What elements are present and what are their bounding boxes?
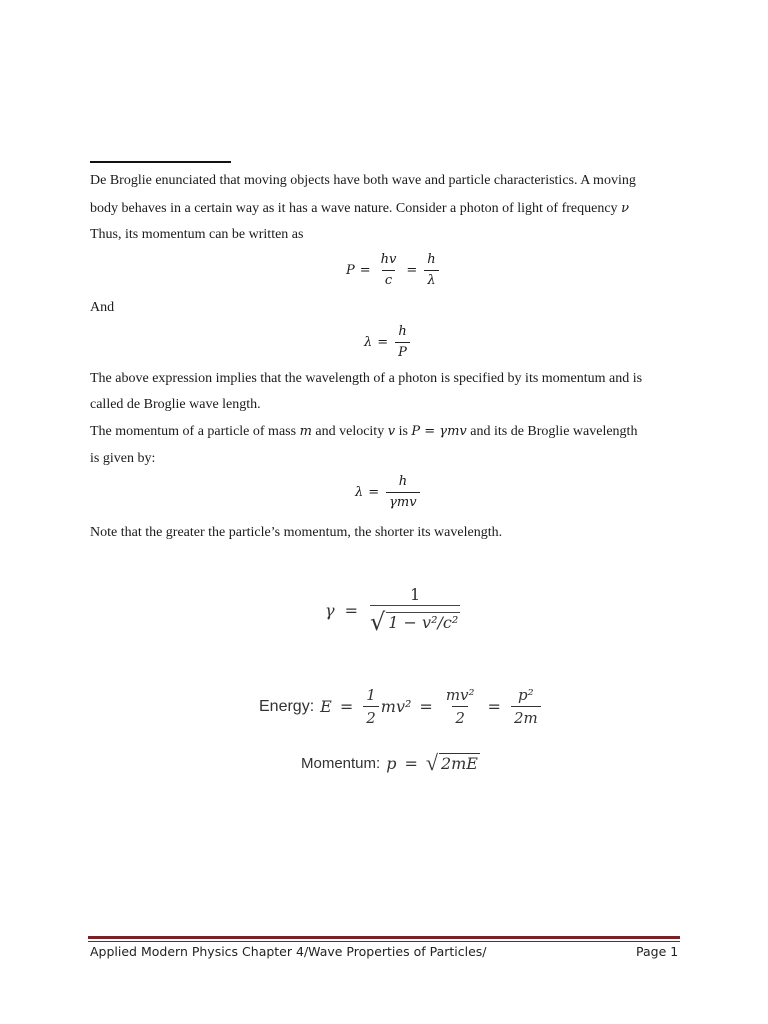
page-number: Page 1 bbox=[636, 944, 679, 959]
footer-divider bbox=[88, 936, 680, 939]
paragraph-1-line-2: body behaves in a certain way as it has a wave nature. Consider a photon of light of frequency ν bbox=[90, 201, 629, 216]
fraction-hv-over-c: $\frac{hv}{c}$ bbox=[380, 252, 397, 288]
frequency-symbol: ν bbox=[621, 201, 629, 216]
fraction-h-over-lambda: $\frac{h}{\lambda}$ bbox=[424, 252, 438, 289]
equation-lorentz-factor: γ = 1 √ 1 − v²/c² bbox=[325, 585, 459, 636]
equation-energy: Energy: E = $\frac{1}{2}$ mv² = $\frac{\text{mv²}}{2}$ = $\frac{\text{p²}}{2m}$ bbox=[259, 686, 543, 727]
equation-momentum: Momentum: p = √ 2mE bbox=[301, 750, 478, 775]
footer-divider-thin bbox=[88, 941, 680, 942]
paragraph-3-line-2: is given by: bbox=[90, 451, 156, 466]
paragraph-2-line-2: called de Broglie wave length. bbox=[90, 397, 261, 412]
fraction-h-over-p: $\frac{h}{P}$ bbox=[395, 324, 410, 361]
equation-de-broglie-wavelength: λ = $\frac{h}{\text{γmv}}$ bbox=[355, 474, 422, 511]
fraction-p2-over-2m: $\frac{\text{p²}}{2m}$ bbox=[511, 686, 541, 727]
paragraph-3-line-1: The momentum of a particle of mass m and velocity v is P = γmv and its de Broglie wavelength bbox=[90, 424, 638, 439]
square-root-icon: √ bbox=[425, 750, 438, 775]
footer-title: Applied Modern Physics Chapter 4/Wave Properties of Particles/ bbox=[90, 944, 487, 959]
square-root-icon: √ bbox=[369, 608, 386, 636]
equation-wavelength: λ = $\frac{h}{P}$ bbox=[364, 324, 412, 361]
equation-momentum-photon: P = $\frac{hv}{c}$ = $\frac{h}{\lambda}$ bbox=[346, 252, 441, 289]
paragraph-1-line-3: Thus, its momentum can be written as bbox=[90, 227, 304, 242]
paragraph-2-line-1: The above expression implies that the wavelength of a photon is specified by its momentum and is bbox=[90, 371, 643, 386]
and-label: And bbox=[90, 300, 115, 315]
fraction-one-half: $\frac{1}{2}$ bbox=[363, 686, 379, 727]
paragraph-1-line-1: De Broglie enunciated that moving objects have both wave and particle characteristics. A moving bbox=[90, 173, 636, 188]
footnote-separator bbox=[90, 161, 231, 163]
fraction-mv2-over-2: $\frac{\text{mv²}}{2}$ bbox=[445, 686, 475, 727]
fraction-lorentz: 1 √ 1 − v²/c² bbox=[369, 585, 459, 636]
fraction-h-over-gamma-mv: $\frac{h}{\text{γmv}}$ bbox=[386, 474, 419, 511]
note-paragraph: Note that the greater the particle’s momentum, the shorter its wavelength. bbox=[90, 525, 503, 540]
